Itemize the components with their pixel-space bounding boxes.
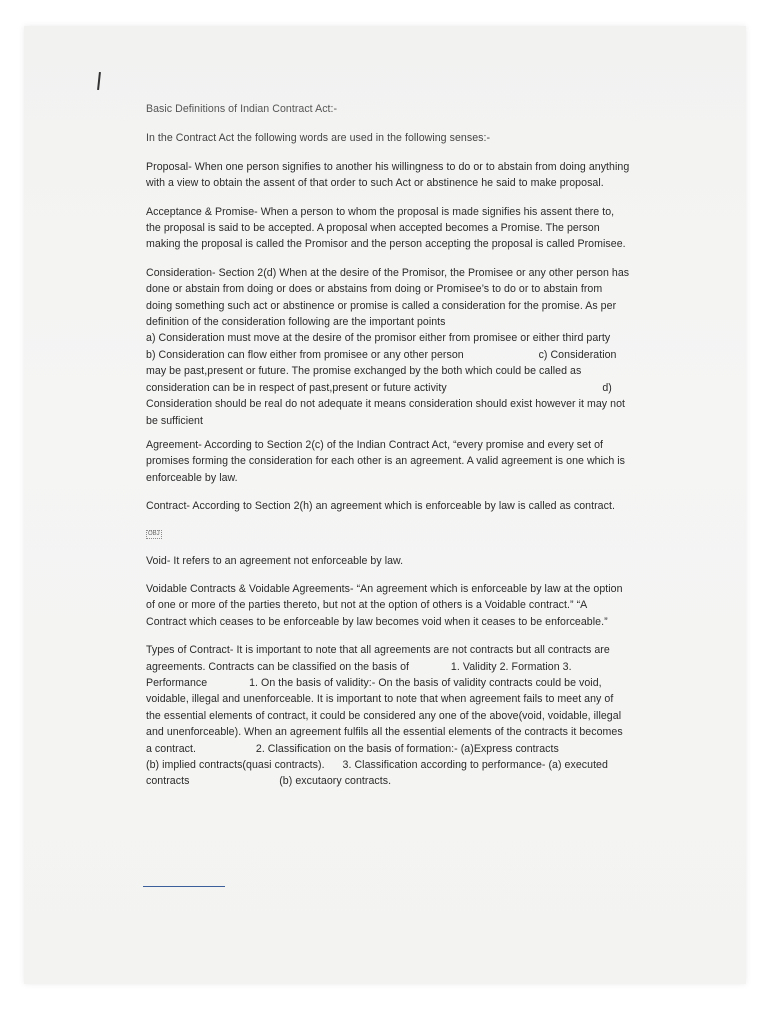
consideration-point-a: a) Consideration must move at the desire of the promisor either from promisee or either third party [146, 332, 611, 345]
paragraph-voidable: Voidable Contracts & Voidable Agreements- “An agreement which is enforceable by law at the option of one or more of the parties thereto, but not at the option of others is a Voidable contract.” “A Contract which ceases to be enforceable by law becomes void when it ceases to be enforceable.” [146, 582, 623, 628]
pen-mark [97, 72, 101, 90]
paragraph-types: Types of Contract- It is important to note that all agreements are not contracts but all contracts are agreements. Contracts can be classified on the basis of 1. Validity 2. Formation 3. Performance 1. On the basis of validity:- On the basis of validity contracts could be void, voidable, illegal and unenforceable. It is important to note that when agreement fails to meet any of the essential elements of contract, it could be considered any one of the above(void, voidable, illegal and unenforceable). When an agreement fulfils all the essential elements of the contracts it becomes a contract. 2. Classification on the basis of formation:- (a)Express contracts (b) implied contracts(quasi contracts). 3. Classification according to performance- (a) executed contracts (b) excutaory contracts. [146, 644, 637, 788]
consideration-points-bcd: b) Consideration can flow either from promisee or any other person c) Consideration may be past,present or future. The promise exchanged by the both which could be called as consideration can be in respect of past,present or future activity d) Consideration should be real do not adequate it means consideration should exist however it may not be sufficient [146, 348, 629, 427]
object-placeholder-icon: OBJ [148, 530, 160, 537]
document-title: Basic Definitions of Indian Contract Act:- [146, 103, 338, 115]
paragraph-void: Void- It refers to an agreement not enforceable by law. [146, 554, 404, 567]
footnote-separator-line [143, 886, 225, 887]
paragraph-proposal: Proposal- When one person signifies to another his willingness to do or to abstain from doing anything with a view to obtain the assent of that order to such Act or abstinence he said to make proposal. [146, 160, 630, 190]
spacer [146, 429, 630, 437]
document-body [146, 101, 637, 799]
paragraph-consideration [146, 265, 630, 429]
paragraph-agreement: Agreement- According to Section 2(c) of the Indian Contract Act, “every promise and every set of promises forming the consideration for each other is an agreement. A valid agreement is one which is enforceable by law. [146, 438, 626, 484]
paragraph-acceptance: Acceptance & Promise- When a person to whom the proposal is made signifies his assent there to, the proposal is said to be accepted. A proposal when accepted becomes a Promise. The person making the proposal is called the Promisor and the person accepting the proposal is called Promisee. [146, 205, 626, 251]
document-intro: In the Contract Act the following words are used in the following senses:- [146, 132, 491, 145]
consideration-definition: Consideration- Section 2(d) When at the desire of the Promisor, the Promisee or any other person has done or abstain from doing or does or abstains from doing or Promisee’s to do or to abstain from doing something such act or abstinence or promise is called a consideration for the promise. As per definition of the consideration following are the important points [146, 266, 630, 329]
paragraph-contract: Contract- According to Section 2(h) an agreement which is enforceable by law is called as contract. [146, 500, 615, 513]
